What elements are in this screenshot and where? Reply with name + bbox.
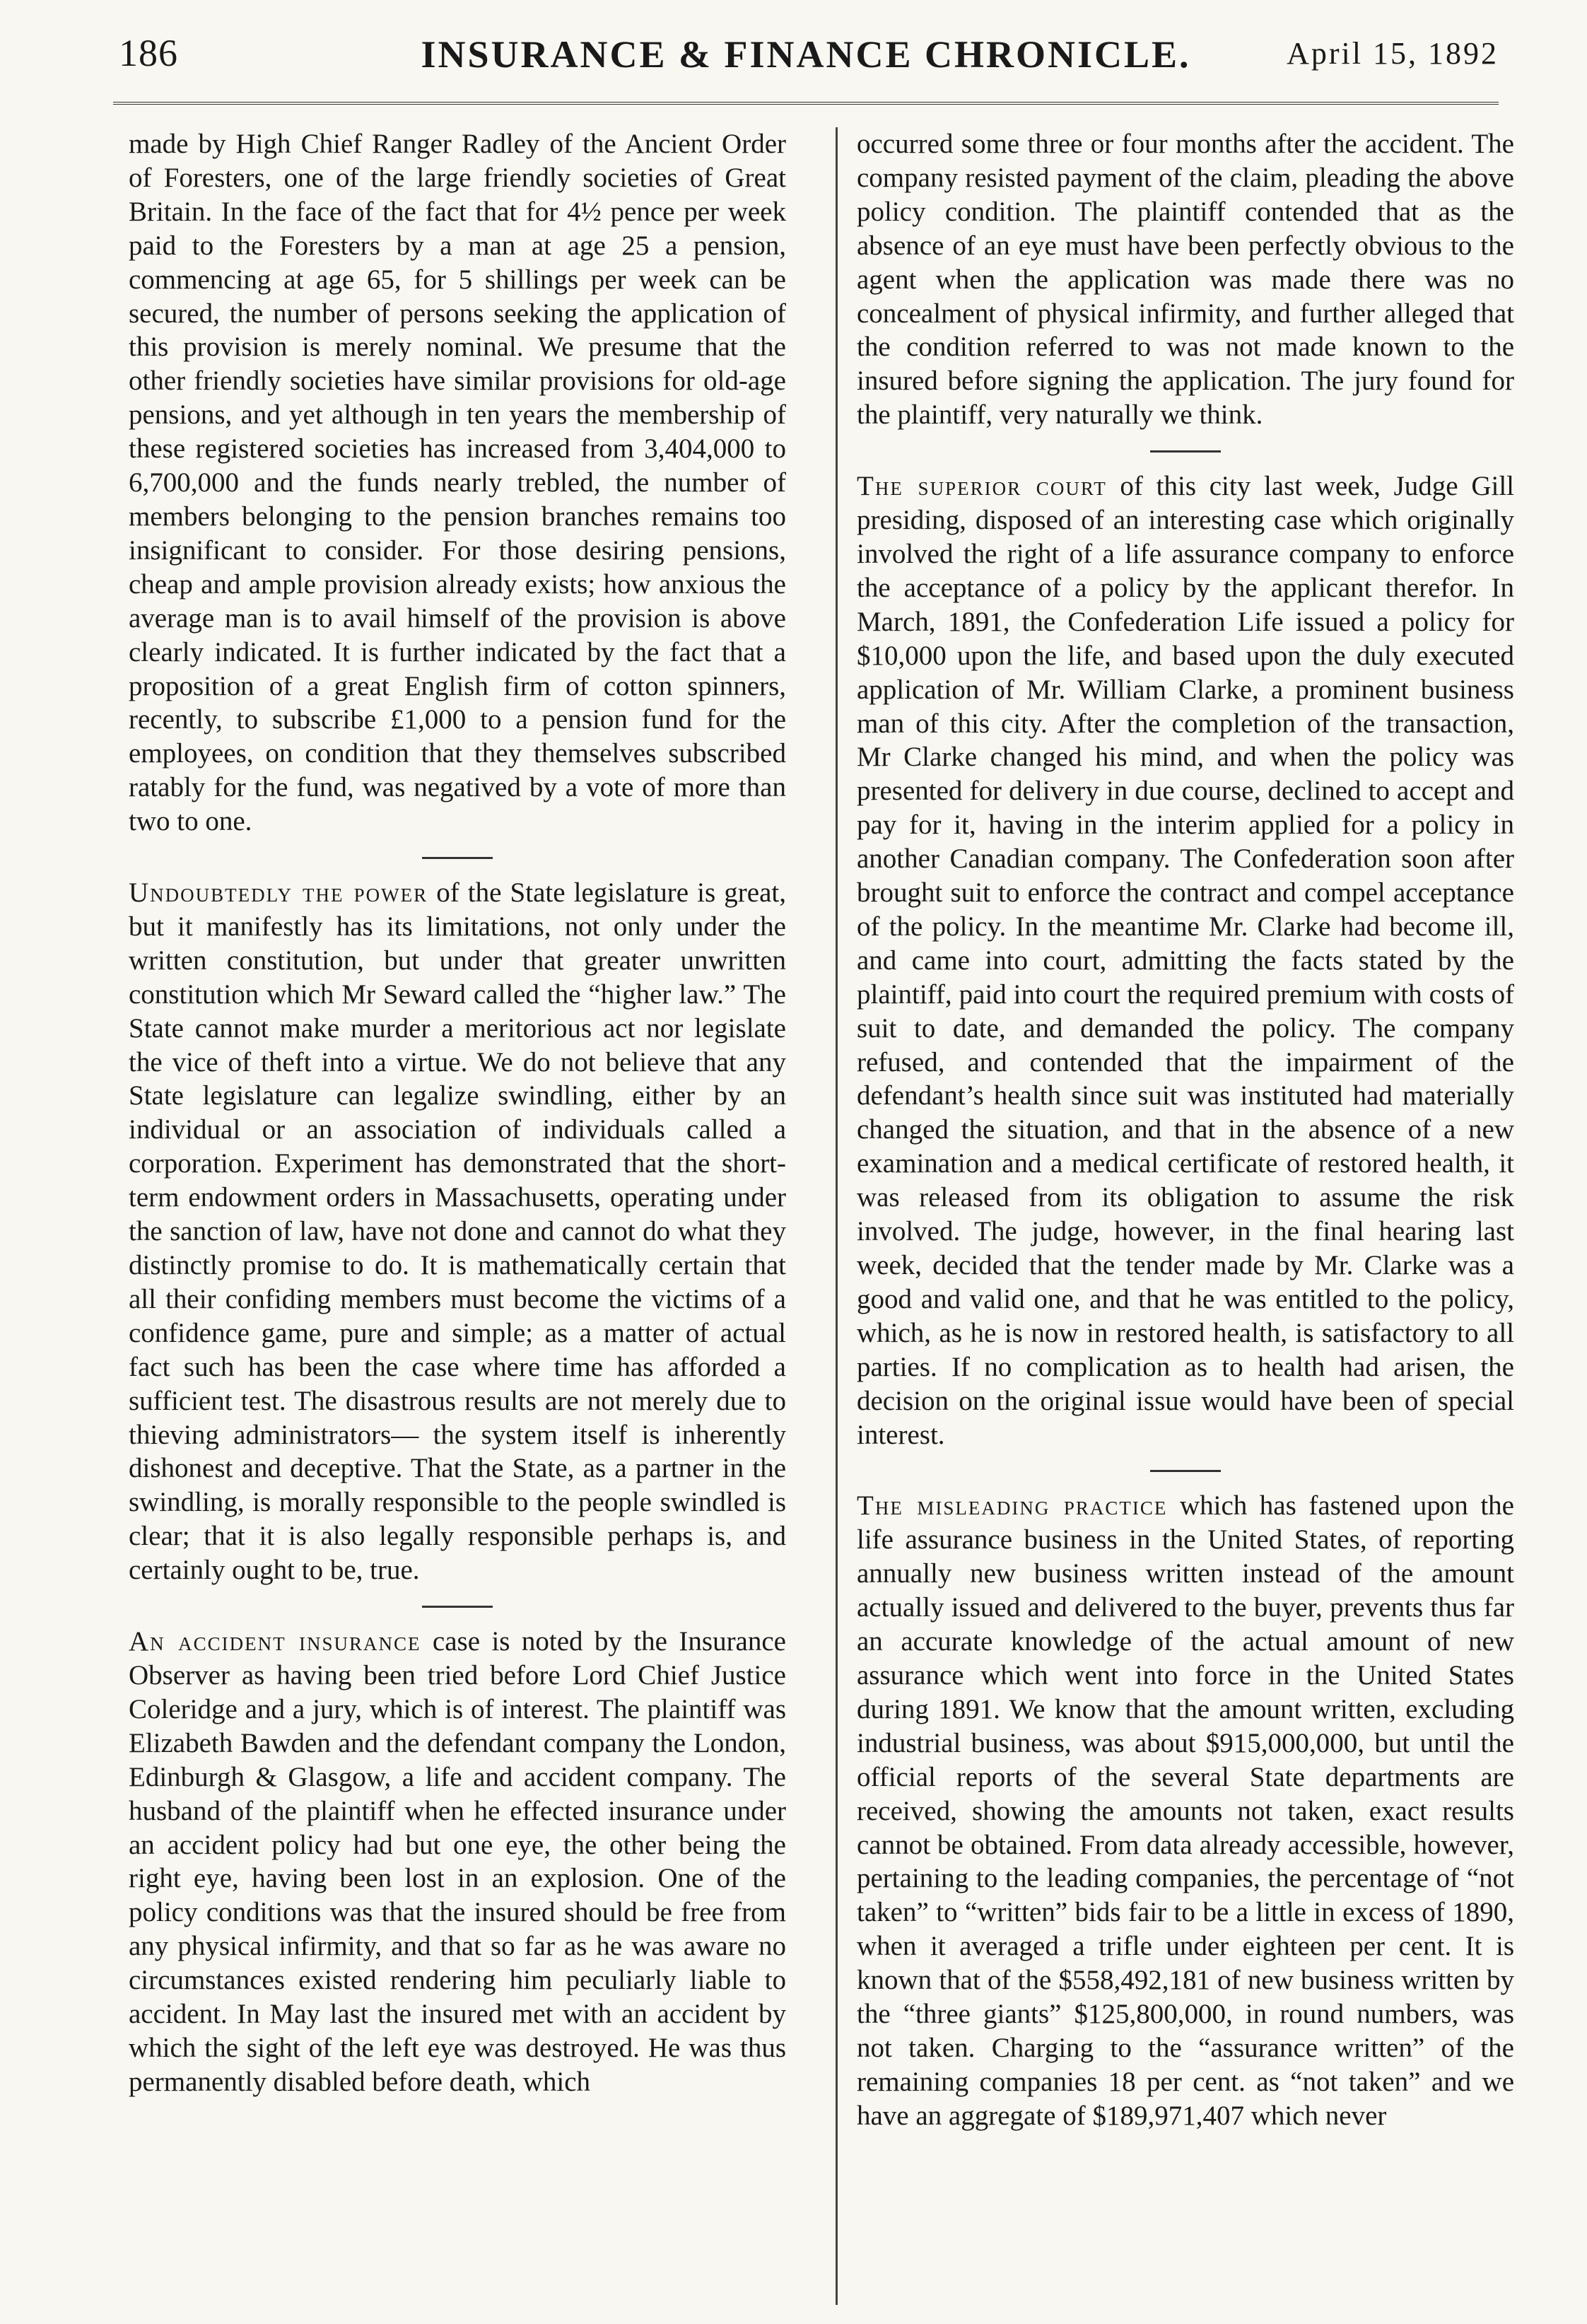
column-divider bbox=[836, 127, 838, 2305]
left-article-accident-insurance bbox=[129, 1625, 786, 2099]
page-number: 186 bbox=[119, 32, 178, 74]
right-column bbox=[857, 127, 1514, 2133]
article-body: of the State legislature is great, but it manifestly has its limitations, not only under the written constitution, but under that greater unwritten constitution which Mr Seward called the “higher law.” The State cannot make murder a meritorious act nor legislate the vice of theft into a virtue. We do not believe that any State legislature can legalize swindling, either by an individual or an association of individuals called a corporation. Experiment has demonstrated that the short-term endowment orders in Massachusetts, operating under the sanction of law, have not done and cannot do what they distinctly promise to do. It is mathematically certain that all their confiding members must become the victims of a confidence game, pure and simple; as a matter of actual fact such has been the case where time has afforded a sufficient test. The disastrous results are not merely due to thieving administrators— the system itself is inherently dishonest and deceptive. That the State, as a partner in the swindling, is morally responsible to the people swindled is clear; that it is also legally responsible perhaps is, and certainly ought to be, true. bbox=[129, 877, 786, 1586]
article-lead-in: An accident insurance bbox=[129, 1626, 421, 1657]
article-separator bbox=[1150, 1470, 1221, 1472]
header-rule bbox=[113, 102, 1499, 105]
page-header bbox=[113, 28, 1499, 79]
right-article-misleading-practice bbox=[857, 1489, 1514, 2132]
left-column bbox=[129, 127, 786, 2099]
article-body: case is noted by the Insurance Observer as having been tried before Lord Chief Justice Coleridge and a jury, which is of interest. The plaintiff was Elizabeth Bawden and the defendant company the London, Edinburgh & Glasgow, a life and accident company. The husband of the plaintiff when he effected insurance under an accident policy had but one eye, the other being the right eye, having been lost in an explosion. One of the policy conditions was that the insured should be free from any physical infirmity, and that so far as he was aware no circumstances existed rendering him peculiarly liable to accident. In May last the insured met with an accident by which the sight of the left eye was destroyed. He was thus permanently disabled before death, which bbox=[129, 1626, 786, 2097]
article-lead-in: The superior court bbox=[857, 471, 1107, 502]
article-separator bbox=[1150, 450, 1221, 452]
article-body: which has fastened upon the life assurance business in the United States, of reporting annually new business written instead of the amount actually issued and delivered to the buyer, prevents thus far an accurate knowledge of the actual amount of new assurance which went into force in the United States during 1891. We know that the amount written, excluding industrial business, was about $915,000,000, but until the official reports of the several State departments are received, showing the amounts not taken, exact results cannot be obtained. From data already accessible, however, pertaining to the leading companies, the percentage of “not taken” to “written” bids fair to be a little in excess of 1890, when it averaged a trifle under eighteen per cent. It is known that of the $558,492,181 of new business written by the “three giants” $125,800,000, in round numbers, was not taken. Charging to the “assurance written” of the remaining companies 18 per cent. as “not taken” and we have an aggregate of $189,971,407 which never bbox=[857, 1490, 1514, 2131]
article-lead-in: The misleading practice bbox=[857, 1490, 1168, 1522]
right-article-superior-court bbox=[857, 469, 1514, 1452]
article-lead-in: Undoubtedly the power bbox=[129, 877, 428, 909]
article-separator bbox=[422, 857, 493, 859]
article-separator bbox=[422, 1606, 493, 1608]
left-article-state-legislature bbox=[129, 876, 786, 1587]
publication-title: INSURANCE & FINANCE CHRONICLE. bbox=[421, 33, 1191, 76]
article-body: of this city last week, Judge Gill presiding, disposed of an interesting case which originally involved the right of a life assurance company to enforce the acceptance of a policy by the applicant therefor. In March, 1891, the Confederation Life issued a policy for $10,000 upon the life, and based upon the duly executed application of Mr. William Clarke, a prominent business man of this city. After the completion of the transaction, Mr Clarke changed his mind, and when the policy was presented for delivery in due course, declined to accept and pay for it, having in the interim applied for a policy in another Canadian company. The Confederation soon after brought suit to enforce the contract and compel acceptance of the policy. In the meantime Mr. Clarke had become ill, and came into court, admitting the facts stated by the plaintiff, paid into court the required premium with costs of suit to date, and demanded the policy. The company refused, and contended that the impairment of the defendant’s health since suit was instituted had materially changed the situation, and that in the absence of a new examination and a medical certificate of restored health, it was released from its obligation to assume the risk involved. The judge, however, in the final hearing last week, decided that the tender made by Mr. Clarke was a good and valid one, and that he was entitled to the policy, which, as he is now in restored health, is satisfactory to all parties. If no complication as to health had arisen, the decision on the original issue would have been of special interest. bbox=[857, 471, 1514, 1450]
issue-date: April 15, 1892 bbox=[1287, 36, 1499, 71]
left-article-forester-pensions: made by High Chief Ranger Radley of the Ancient Order of Foresters, one of the large friendly societies of Great Britain. In the face of the fact that for 4½ pence per week paid to the Foresters by a man at age 25 a pension, commencing at age 65, for 5 shillings per week can be secured, the number of persons seeking the application of this provision is merely nominal. We presume that the other friendly societies have similar provisions for old-age pensions, and yet although in ten years the membership of these registered societies has increased from 3,404,000 to 6,700,000 and the funds nearly trebled, the number of members belonging to the pension branches remains too insignificant to consider. For those desiring pensions, cheap and ample provision already exists; how anxious the average man is to avail himself of the provision is above clearly indicated. It is further indicated by the fact that a proposition of a great English firm of cotton spinners, recently, to subscribe £1,000 to a pension fund for the employees, on condition that they themselves subscribed ratably for the fund, was negatived by a vote of more than two to one. bbox=[129, 129, 786, 837]
right-article-accident-continued: occurred some three or four months after the accident. The company resisted payment of the claim, pleading the above policy condition. The plaintiff contended that as the absence of an eye must have been perfectly obvious to the agent when the application was made there was no concealment of physical infirmity, and further alleged that the condition referred to was not made known to the insured before signing the application. The jury found for the plaintiff, very naturally we think. bbox=[857, 129, 1514, 431]
